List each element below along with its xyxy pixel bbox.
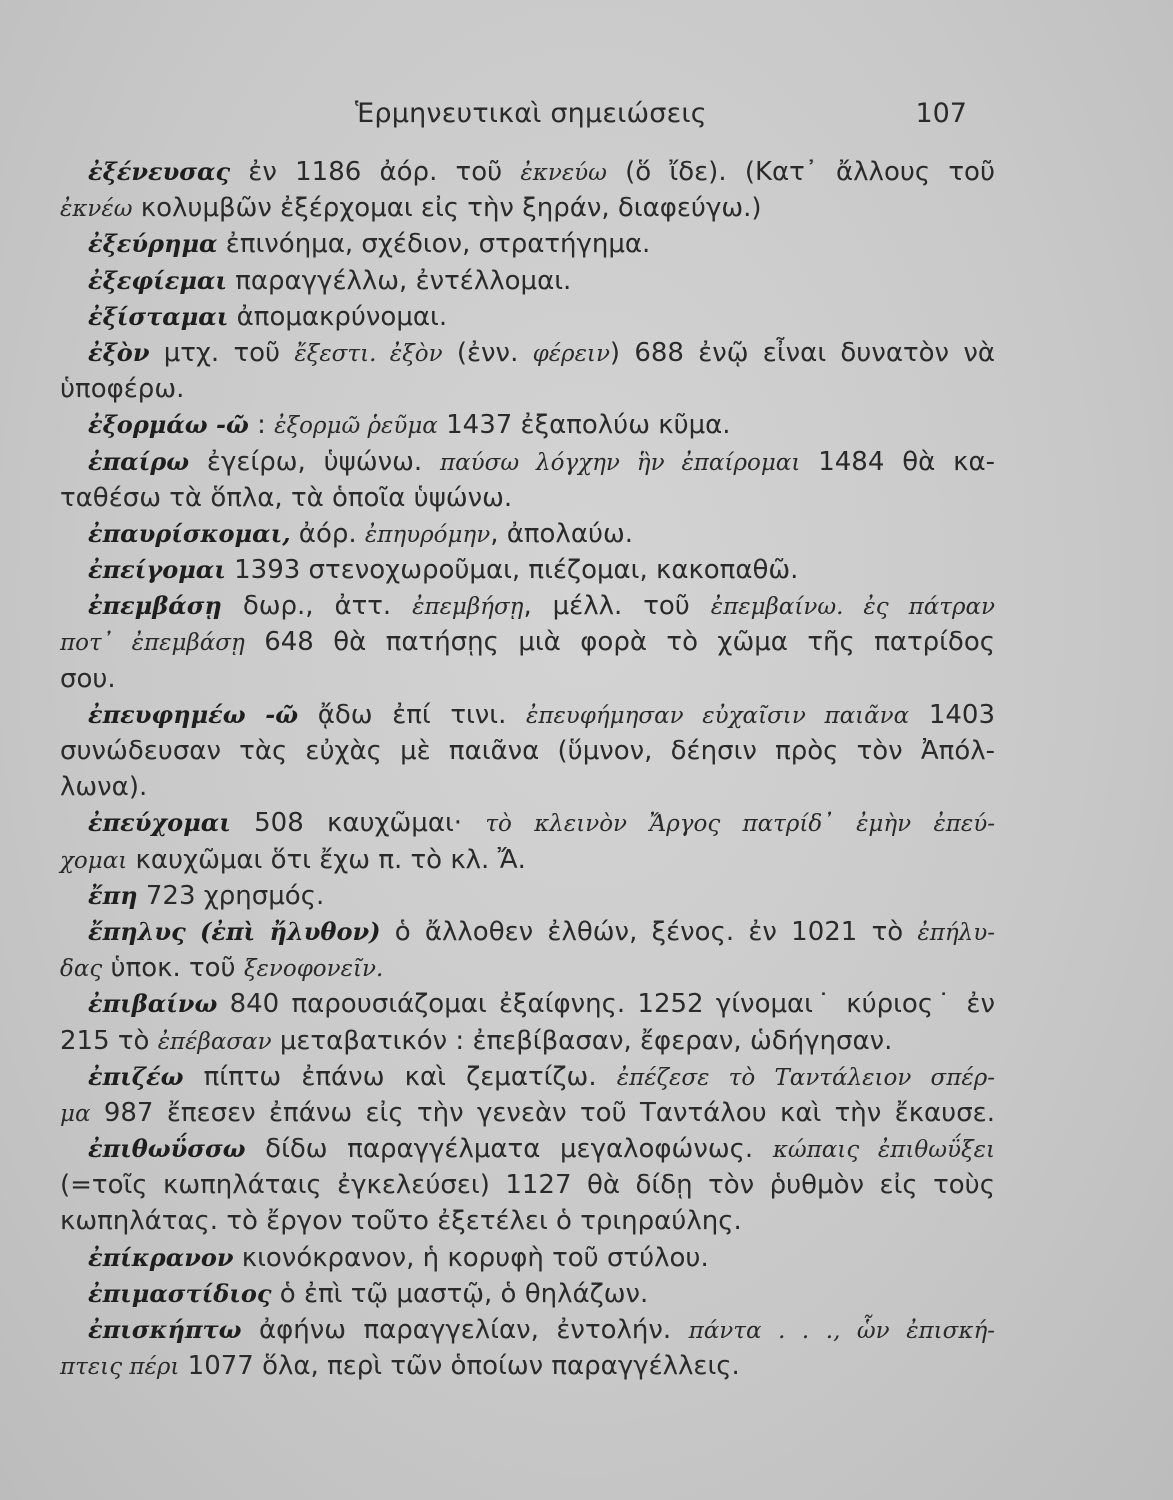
definition-text: (ὅ ἴδε). (Κατ᾽ ἄλλους τοῦ [606, 157, 995, 187]
quotation-text: ἐπέβασαν [157, 1028, 272, 1055]
definition-text: ᾄδω ἐπί τινι. [298, 699, 526, 730]
entry-continuation-line [60, 661, 995, 697]
entry-continuation-line [60, 1203, 995, 1239]
definition-text: κιονόκρανον, ἡ κορυφὴ τοῦ στύλου. [233, 1242, 709, 1273]
entry-continuation-line [60, 190, 995, 226]
quotation-text: ἐπεμβήσῃ [412, 594, 524, 621]
headword: ἐξίσταμαι [88, 301, 229, 331]
entry-continuation-line [60, 842, 995, 878]
entry-continuation-line [60, 480, 995, 516]
quotation-text: κώπαις ἐπιθωΰξει [772, 1137, 995, 1164]
definition-text: (=τοῖς κωπηλάταις ἐγκελεύσει) 1127 θὰ δίδῃ τὸν ῥυθμὸν εἰς τοὺς [60, 1170, 995, 1201]
entry-line [60, 986, 995, 1022]
entry-line [60, 263, 995, 299]
headword: ἐπιμαστίδιος [88, 1278, 272, 1308]
quotation-text: ἐξορμῶ ῥεῦμα [274, 413, 438, 440]
entry-continuation-line [60, 950, 995, 986]
definition-text: παραγγέλλω, ἐντέλλομαι. [226, 265, 572, 296]
headword: ἐξὸν [88, 337, 150, 367]
entry-continuation-line [60, 624, 995, 660]
definition-text: 1403 [909, 699, 995, 730]
entry-line [60, 878, 995, 914]
definition-text: 987 ἔπεσεν ἐπάνω εἰς τὴν γενεὰν τοῦ Ταντάλου καὶ τὴν ἔκαυσε. [90, 1097, 995, 1128]
quotation-text: ἐπευφήμησαν εὐχαῖσιν παιᾶνα [526, 702, 910, 729]
definition-text: 508 καυχῶμαι· [230, 808, 486, 839]
definition-text: μτχ. τοῦ [149, 337, 295, 368]
definition-text: (ἐνν. [442, 337, 533, 368]
definition-text: 1393 στενοχωροῦμαι, πιέζομαι, κακοπαθῶ. [225, 555, 799, 586]
headword: ἐπείγομαι [88, 555, 226, 585]
definition-text: καυχῶμαι ὅτι ἔχω π. τὸ κλ. Ἄ. [127, 844, 526, 875]
entry-line [60, 444, 995, 480]
headword: ἐπισκήπτω [88, 1315, 242, 1344]
definition-text: 1484 θὰ κα- [800, 446, 995, 477]
quotation-text: ἔξεστι. ἐξὸν [294, 340, 443, 367]
entry-line [60, 1059, 995, 1095]
definition-text: ὑποκ. τοῦ [102, 953, 244, 984]
quotation-text: ξενοφονεῖν. [243, 956, 384, 983]
quotation-text: ἐπέζεσε τὸ Ταντάλειον σπέρ- [616, 1064, 996, 1091]
quotation-text: φέρειν [532, 340, 610, 367]
headword: ἐπεμβάσῃ [88, 591, 222, 621]
page-number: 107 [915, 98, 967, 129]
headword: ἐπιθωΰσσω [88, 1134, 246, 1164]
quotation-text: ἐπεμβαίνω. ἐς πάτραν [710, 594, 996, 621]
headword: ἐξεφίεμαι [88, 265, 227, 295]
headword: ἐπιβαίνω [88, 989, 218, 1019]
headword: ἐπαίρω [88, 446, 190, 476]
definition-text: ἀφήνω παραγγελίαν, ἐντολήν. [241, 1315, 689, 1345]
entry-line [60, 697, 995, 733]
entry-line [60, 552, 995, 588]
definition-text: , μέλλ. τοῦ [523, 591, 711, 622]
definition-text: πίπτω ἐπάνω καὶ ζεματίζω. [183, 1061, 617, 1092]
entry-line [60, 299, 995, 335]
definition-text: μεταβατικόν : ἐπεβίβασαν, ἔφεραν, ὡδήγησαν. [271, 1025, 893, 1056]
definition-text: ὁ ἄλλοθεν ἐλθών, ξένος. ἐν 1021 τὸ [380, 916, 918, 947]
entry-continuation-line [60, 1167, 995, 1203]
headword: ἐξεύρημα [88, 229, 218, 259]
page-header [80, 98, 970, 138]
definition-text: λωνα). [60, 772, 148, 803]
definition-text: : [248, 410, 275, 441]
definition-text: ) 688 ἐνῷ εἶναι δυνατὸν νὰ [609, 337, 995, 368]
definition-text: ἐγείρω, ὑψώνω. [189, 446, 441, 477]
definition-text: 215 τὸ [60, 1025, 158, 1056]
definition-text: 1437 ἐξαπολύω κῦμα. [437, 410, 731, 441]
entry-line [60, 407, 995, 443]
quotation-text: πτεις πέρι [60, 1354, 180, 1381]
definition-text: ὁ ἐπὶ τῷ μαστῷ, ὁ θηλάζων. [271, 1278, 649, 1309]
entry-line [60, 1240, 995, 1276]
entry-continuation-line [60, 371, 995, 407]
entry-line [60, 1276, 995, 1312]
headword: ἐπεύχομαι [88, 808, 231, 838]
quotation-text: τὸ κλεινὸν Ἄργος πατρίδ᾽ ἐμὴν ἐπεύ- [485, 811, 996, 838]
quotation-text: ἐπηυρόμην [364, 521, 491, 548]
definition-text: 648 θὰ πατήσῃς μιὰ φορὰ τὸ χῶμα τῆς πατρίδος [244, 627, 996, 658]
entry-continuation-line [60, 769, 995, 805]
headword: ἐπαυρίσκομαι, [88, 518, 291, 548]
definition-text: ταθέσω τὰ ὅπλα, τὰ ὁποῖα ὑψώνω. [60, 482, 513, 513]
definition-text: κωπηλάτας. τὸ ἔργον τοῦτο ἐξετέλει ὁ τριηραύλης. [60, 1206, 742, 1237]
definition-text: 840 παρουσιάζομαι ἐξαίφνης. 1252 γίνομαι˙ κύριος˙ ἐν [217, 989, 995, 1020]
headword: ἐπιζέω [88, 1061, 184, 1091]
definition-text: δωρ., ἀττ. [221, 591, 413, 622]
entry-line [60, 588, 995, 624]
definition-text: συνώδευσαν τὰς εὐχὰς μὲ παιᾶνα (ὕμνον, δέησιν πρὸς τὸν Ἀπόλ- [60, 736, 995, 766]
entry-line [60, 1312, 995, 1348]
quotation-text: ἐκνέω [60, 196, 133, 223]
definition-text: 1077 ὅλα, περὶ τῶν ὁποίων παραγγέλλεις. [179, 1351, 740, 1382]
definition-text: σου. [60, 663, 116, 694]
entry-line [60, 516, 995, 552]
quotation-text: πάντα . . ., ὧν ἐπισκή- [688, 1318, 995, 1344]
entry-continuation-line [60, 1348, 995, 1384]
running-title: Ἑρμηνευτικαὶ σημειώσεις [355, 98, 707, 129]
headword: ἐξορμάω -ῶ [88, 410, 249, 440]
definition-text: ἀπομακρύνομαι. [228, 301, 448, 332]
entry-line [60, 226, 995, 262]
headword: ἔπηλυς (ἐπὶ ἤλυθον) [88, 916, 381, 946]
headword: ἔπη [88, 880, 138, 910]
definition-text: κολυμβῶν ἐξέρχομαι εἰς τὴν ξηράν, διαφεύγω.) [132, 193, 762, 224]
entry-continuation-line [60, 733, 995, 769]
quotation-text: μα [60, 1100, 91, 1127]
headword: ἐπίκρανον [88, 1242, 234, 1272]
quotation-text: ἐκνεύω [520, 160, 607, 186]
entry-line [60, 335, 995, 371]
headword: ἐξένευσας [88, 157, 231, 186]
entry-line [60, 914, 995, 950]
quotation-text: ποτ᾽ ἐπεμβάσῃ [60, 630, 245, 657]
quotation-text: δας [60, 956, 103, 983]
definition-text: ἀόρ. [290, 518, 365, 549]
definition-text: , ἀπολαύω. [490, 518, 634, 549]
definition-text: ἐπινόημα, σχέδιον, στρατήγημα. [217, 229, 651, 260]
entry-line [60, 154, 995, 190]
entry-line [60, 1131, 995, 1167]
definition-text: ἐν 1186 ἀόρ. τοῦ [230, 157, 521, 187]
entry-line [60, 805, 995, 841]
quotation-text: ἐπήλυ- [917, 919, 995, 946]
glossary-body [60, 154, 995, 1384]
headword: ἐπευφημέω -ῶ [88, 699, 299, 729]
definition-text: δίδω παραγγέλματα μεγαλοφώνως. [245, 1134, 773, 1165]
quotation-text: χομαι [60, 847, 128, 874]
quotation-text: παύσω λόγχην ἣν ἐπαίρομαι [440, 449, 801, 476]
definition-text: 723 χρησμός. [137, 880, 325, 911]
entry-continuation-line [60, 1023, 995, 1059]
definition-text: ὑποφέρω. [60, 374, 185, 405]
entry-continuation-line [60, 1095, 995, 1131]
